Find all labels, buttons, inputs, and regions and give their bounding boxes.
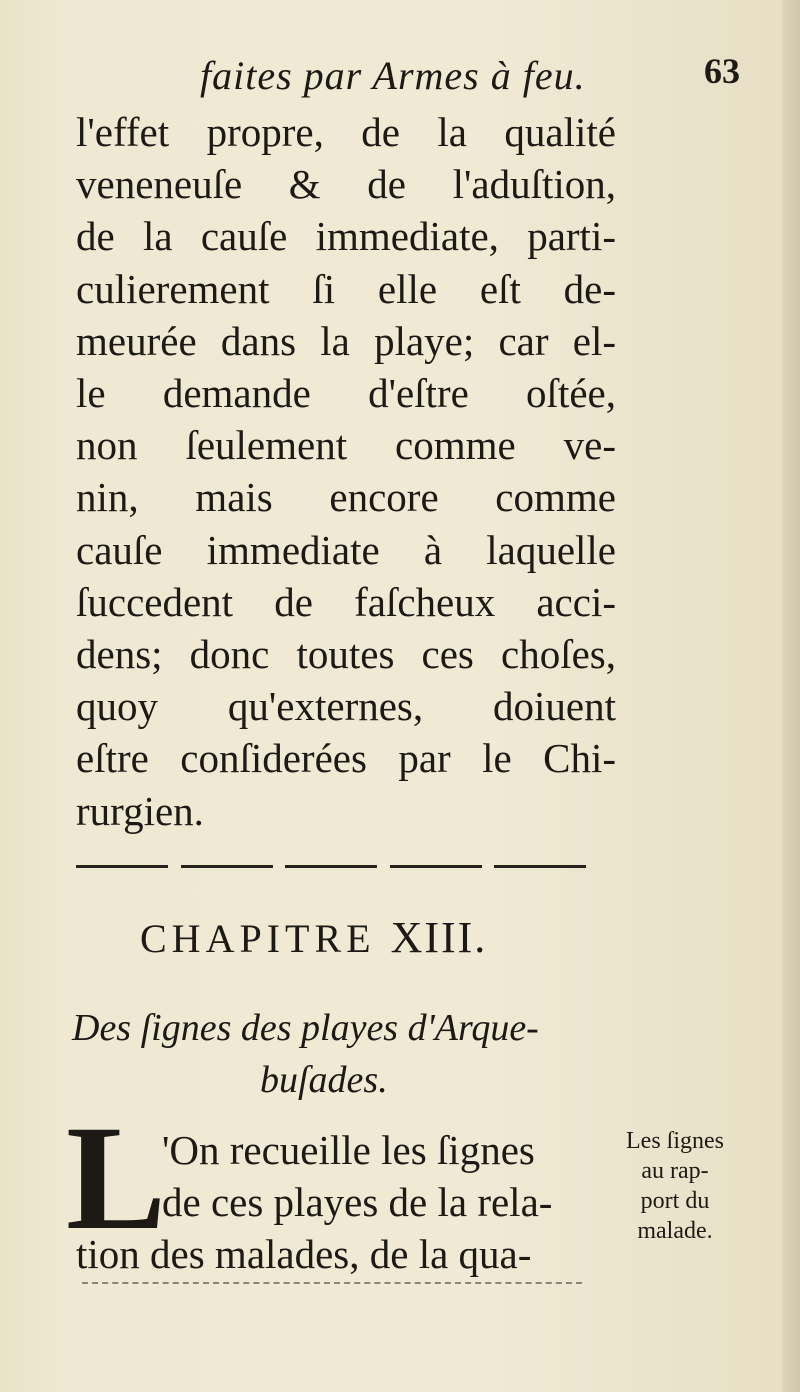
divider-dash	[285, 865, 377, 868]
marginal-line: Les ſignes	[626, 1128, 724, 1154]
body-text	[76, 106, 616, 837]
chapter-heading	[140, 912, 487, 963]
chapter-paragraph	[76, 1124, 596, 1281]
page-edge	[782, 0, 800, 1392]
text-line: non ſeulement comme ve-	[76, 422, 616, 469]
chapter-subtitle	[72, 1002, 602, 1106]
text-line: rurgien.	[76, 787, 204, 834]
bottom-bleedthrough-line	[82, 1282, 582, 1286]
text-line: cauſe immediate à laquelle	[76, 526, 616, 573]
drop-cap: L	[66, 1095, 167, 1261]
divider-dash	[390, 865, 482, 868]
chapter-number: XIII.	[390, 913, 488, 962]
text-line: le demande d'eſtre oſtée,	[76, 370, 616, 417]
divider-dash	[76, 865, 168, 868]
subtitle-line: buſades.	[260, 1059, 388, 1101]
text-line: quoy qu'externes, doiuent	[76, 683, 616, 730]
text-line: nin, mais encore comme	[76, 474, 616, 521]
running-head: faites par Armes à feu.	[200, 53, 586, 98]
text-line: de ces playes de la rela-	[162, 1179, 553, 1226]
marginal-line: port du	[640, 1188, 710, 1214]
text-line: eſtre conſiderées par le Chi-	[76, 735, 616, 782]
divider-dash	[181, 865, 273, 868]
text-line: ſuccedent de faſcheux acci-	[76, 578, 616, 625]
text-line: culierement ſi elle eſt de-	[76, 265, 616, 312]
divider-dash	[494, 865, 586, 868]
marginal-line: au rap-	[641, 1158, 709, 1184]
page-number: 63	[704, 51, 740, 91]
text-line: 'On recueille les ſignes	[162, 1127, 535, 1173]
subtitle-line: Des ſignes des playes d'Arque-	[72, 1007, 539, 1049]
text-line: de la cauſe immediate, parti-	[76, 213, 616, 260]
marginal-note	[600, 1126, 750, 1246]
marginal-line: malade.	[637, 1218, 713, 1244]
text-line: tion des malades, de la qua-	[76, 1231, 532, 1278]
text-line: dens; donc toutes ces choſes,	[76, 631, 616, 678]
text-line: veneneuſe & de l'aduſtion,	[76, 161, 616, 208]
section-divider	[76, 864, 586, 870]
text-line: l'effet propre, de la qualité	[76, 109, 616, 155]
chapter-label: CHAPITRE	[140, 916, 376, 961]
text-line: meurée dans la playe; car el-	[76, 317, 616, 364]
